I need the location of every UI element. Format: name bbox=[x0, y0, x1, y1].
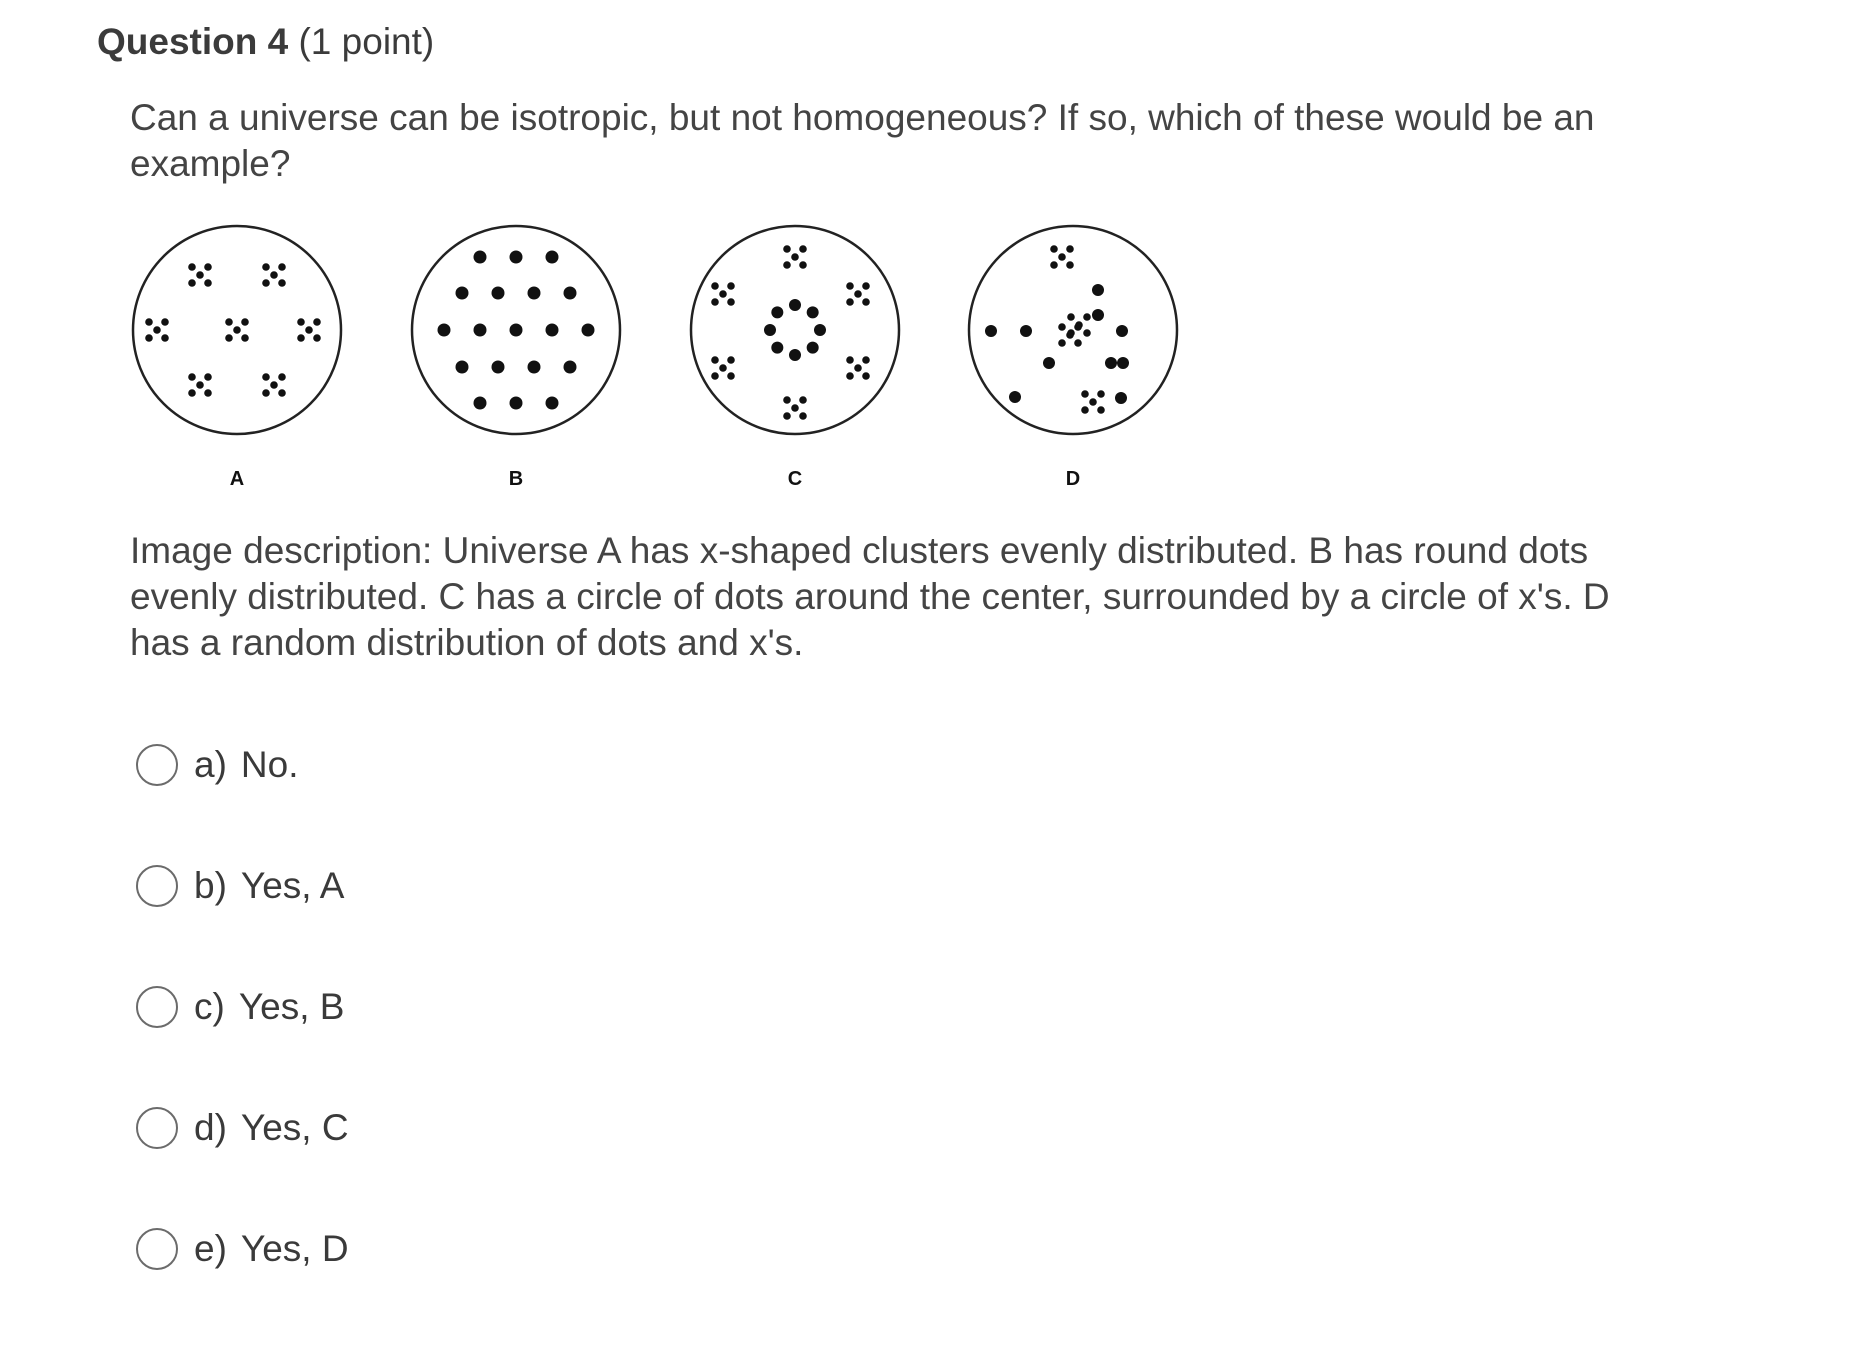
cluster-dot bbox=[1083, 329, 1091, 337]
cluster-dot bbox=[204, 263, 212, 271]
dot bbox=[456, 361, 469, 374]
cluster-dot bbox=[196, 271, 204, 279]
cluster-dot bbox=[862, 298, 870, 306]
cluster-dot bbox=[188, 389, 196, 397]
cluster-dot bbox=[153, 326, 161, 334]
universe-c bbox=[691, 226, 899, 434]
dot bbox=[474, 397, 487, 410]
cluster-dot bbox=[204, 389, 212, 397]
cluster-dot bbox=[1074, 323, 1082, 331]
cluster-dot bbox=[1066, 331, 1074, 339]
option-letter: e) bbox=[194, 1228, 227, 1269]
cluster-dot bbox=[262, 373, 270, 381]
cluster-dot bbox=[225, 318, 233, 326]
cluster-dot bbox=[1081, 390, 1089, 398]
dot bbox=[789, 299, 801, 311]
radio-button-d[interactable] bbox=[136, 1107, 178, 1149]
cluster-dot bbox=[278, 389, 286, 397]
cluster-dot bbox=[270, 381, 278, 389]
option-d[interactable] bbox=[136, 1103, 349, 1153]
radio-button-a[interactable] bbox=[136, 744, 178, 786]
cluster-dot bbox=[791, 253, 799, 261]
cluster-dot bbox=[783, 396, 791, 404]
universe-b bbox=[412, 226, 620, 434]
dot bbox=[771, 342, 783, 354]
dot bbox=[456, 287, 469, 300]
cluster-dot bbox=[1050, 245, 1058, 253]
cluster-dot bbox=[854, 290, 862, 298]
dot bbox=[1009, 391, 1021, 403]
radio-button-b[interactable] bbox=[136, 865, 178, 907]
option-text: Yes, D bbox=[240, 1228, 349, 1269]
cluster-dot bbox=[727, 356, 735, 364]
dot bbox=[492, 287, 505, 300]
question-text: Can a universe can be isotropic, but not homogeneous? If so, which of these would be an example? bbox=[130, 97, 1595, 184]
option-text: Yes, A bbox=[240, 865, 345, 906]
cluster-dot bbox=[1066, 245, 1074, 253]
universe-label-b: B bbox=[508, 468, 524, 490]
question-header bbox=[97, 18, 434, 66]
universe-label-a: A bbox=[229, 468, 245, 490]
cluster-dot bbox=[791, 404, 799, 412]
cluster-dot bbox=[188, 373, 196, 381]
option-letter: a) bbox=[194, 744, 227, 785]
cluster-dot bbox=[313, 318, 321, 326]
option-b[interactable] bbox=[136, 861, 344, 911]
cluster-dot bbox=[862, 282, 870, 290]
dot bbox=[510, 397, 523, 410]
cluster-dot bbox=[846, 282, 854, 290]
dot bbox=[789, 349, 801, 361]
universe-a bbox=[133, 226, 341, 434]
cluster-dot bbox=[145, 334, 153, 342]
cluster-dot bbox=[1083, 313, 1091, 321]
universe-figure bbox=[120, 215, 1200, 505]
cluster-dot bbox=[1067, 313, 1075, 321]
cluster-dot bbox=[1074, 339, 1082, 347]
dot bbox=[528, 287, 541, 300]
option-a[interactable] bbox=[136, 740, 298, 790]
dot bbox=[1092, 284, 1104, 296]
cluster-dot bbox=[846, 298, 854, 306]
option-text: Yes, C bbox=[240, 1107, 349, 1148]
cluster-dot bbox=[1097, 390, 1105, 398]
dot bbox=[1092, 309, 1104, 321]
cluster-dot bbox=[297, 334, 305, 342]
cluster-dot bbox=[783, 245, 791, 253]
dot bbox=[438, 324, 451, 337]
cluster-dot bbox=[1058, 339, 1066, 347]
dot bbox=[764, 324, 776, 336]
dot bbox=[492, 361, 505, 374]
cluster-dot bbox=[799, 412, 807, 420]
dot bbox=[1117, 357, 1129, 369]
radio-button-e[interactable] bbox=[136, 1228, 178, 1270]
cluster-dot bbox=[1058, 253, 1066, 261]
cluster-dot bbox=[241, 334, 249, 342]
dot bbox=[564, 287, 577, 300]
dot bbox=[807, 342, 819, 354]
dot bbox=[510, 251, 523, 264]
dot bbox=[528, 361, 541, 374]
cluster-dot bbox=[862, 372, 870, 380]
cluster-dot bbox=[278, 279, 286, 287]
cluster-dot bbox=[799, 261, 807, 269]
cluster-dot bbox=[854, 364, 862, 372]
cluster-dot bbox=[161, 318, 169, 326]
cluster-dot bbox=[1089, 398, 1097, 406]
dot bbox=[546, 324, 559, 337]
dot bbox=[1020, 325, 1032, 337]
cluster-dot bbox=[1058, 323, 1066, 331]
option-text: No. bbox=[240, 744, 299, 785]
cluster-dot bbox=[241, 318, 249, 326]
cluster-dot bbox=[188, 279, 196, 287]
cluster-dot bbox=[719, 364, 727, 372]
dot bbox=[546, 397, 559, 410]
option-letter: b) bbox=[194, 865, 227, 906]
cluster-dot bbox=[727, 372, 735, 380]
cluster-dot bbox=[846, 356, 854, 364]
cluster-dot bbox=[862, 356, 870, 364]
universe-label-c: C bbox=[787, 468, 803, 490]
dot bbox=[814, 324, 826, 336]
cluster-dot bbox=[711, 298, 719, 306]
cluster-dot bbox=[313, 334, 321, 342]
dot bbox=[771, 306, 783, 318]
dot bbox=[546, 251, 559, 264]
cluster-dot bbox=[278, 263, 286, 271]
option-letter: c) bbox=[194, 986, 225, 1027]
image-description: Image description: Universe A has x-shaped clusters evenly distributed. B has round dots evenly distributed. C has a circle of dots around the center, surrounded by a circle of x's. D has a random distribution of dots and x's. bbox=[130, 530, 1610, 663]
option-e[interactable] bbox=[136, 1224, 349, 1274]
dot bbox=[564, 361, 577, 374]
dot bbox=[1105, 357, 1117, 369]
cluster-dot bbox=[278, 373, 286, 381]
cluster-dot bbox=[204, 373, 212, 381]
cluster-dot bbox=[305, 326, 313, 334]
cluster-dot bbox=[1081, 406, 1089, 414]
dot bbox=[510, 324, 523, 337]
cluster-dot bbox=[727, 282, 735, 290]
cluster-dot bbox=[262, 279, 270, 287]
cluster-dot bbox=[188, 263, 196, 271]
option-text: Yes, B bbox=[238, 986, 345, 1027]
cluster-dot bbox=[783, 261, 791, 269]
cluster-dot bbox=[233, 326, 241, 334]
dot bbox=[474, 324, 487, 337]
cluster-dot bbox=[204, 279, 212, 287]
universe-d bbox=[969, 226, 1177, 434]
cluster-dot bbox=[145, 318, 153, 326]
universe-diagram bbox=[120, 215, 1200, 505]
radio-button-c[interactable] bbox=[136, 986, 178, 1028]
dot bbox=[474, 251, 487, 264]
cluster-dot bbox=[1066, 261, 1074, 269]
cluster-dot bbox=[783, 412, 791, 420]
dot bbox=[1043, 357, 1055, 369]
cluster-dot bbox=[262, 263, 270, 271]
cluster-dot bbox=[196, 381, 204, 389]
dot bbox=[985, 325, 997, 337]
cluster-dot bbox=[1050, 261, 1058, 269]
question-points: (1 point) bbox=[298, 21, 435, 62]
cluster-dot bbox=[719, 290, 727, 298]
cluster-dot bbox=[711, 282, 719, 290]
dot bbox=[582, 324, 595, 337]
option-letter: d) bbox=[194, 1107, 227, 1148]
question-title: Question 4 bbox=[97, 21, 289, 62]
option-c[interactable] bbox=[136, 982, 344, 1032]
cluster-dot bbox=[225, 334, 233, 342]
cluster-dot bbox=[711, 356, 719, 364]
dot bbox=[1115, 392, 1127, 404]
cluster-dot bbox=[846, 372, 854, 380]
cluster-dot bbox=[727, 298, 735, 306]
universe-label-d: D bbox=[1065, 468, 1081, 490]
dot bbox=[807, 306, 819, 318]
cluster-dot bbox=[1097, 406, 1105, 414]
cluster-dot bbox=[799, 245, 807, 253]
dot bbox=[1116, 325, 1128, 337]
cluster-dot bbox=[270, 271, 278, 279]
cluster-dot bbox=[297, 318, 305, 326]
cluster-dot bbox=[262, 389, 270, 397]
cluster-dot bbox=[799, 396, 807, 404]
cluster-dot bbox=[161, 334, 169, 342]
cluster-dot bbox=[711, 372, 719, 380]
